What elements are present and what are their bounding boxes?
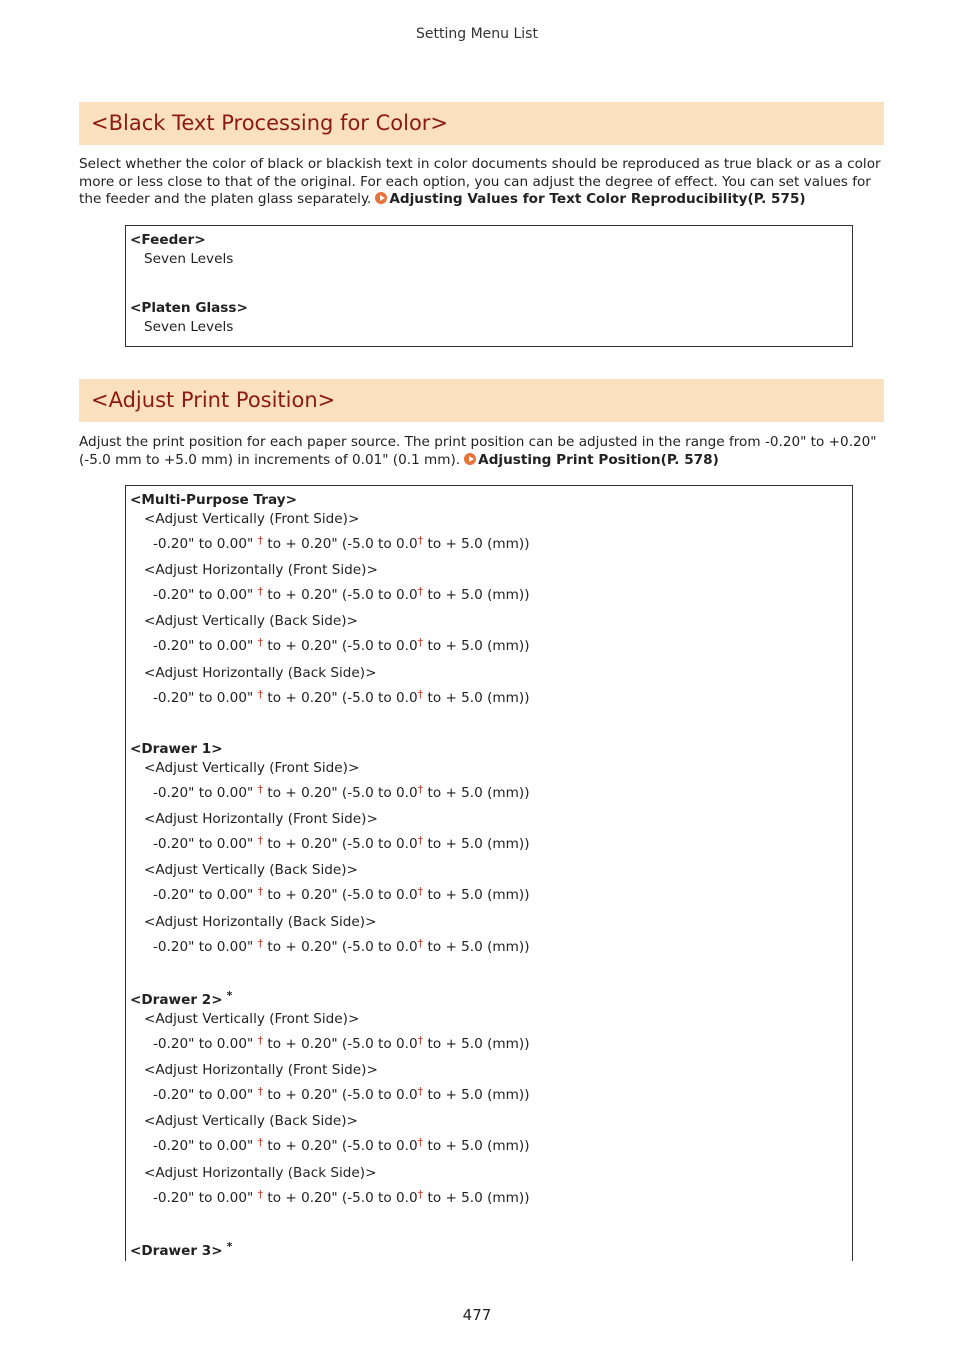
adjust-range-value <box>153 1190 530 1206</box>
range-inch: -0.20" to 0.00" <box>153 785 254 801</box>
adjust-range-value <box>153 939 530 955</box>
optional-marker: * <box>226 989 233 1002</box>
adjust-setting-label: <Adjust Vertically (Front Side)> <box>144 1011 360 1027</box>
paper-source-label <box>130 741 223 757</box>
range-inch: -0.20" to 0.00" <box>153 1138 254 1154</box>
range-mid: to + 0.20" (-5.0 to 0.0 <box>267 887 418 903</box>
platen-glass-label: <Platen Glass> <box>130 300 248 316</box>
adjust-setting-label: <Adjust Horizontally (Front Side)> <box>144 811 378 827</box>
range-mid: to + 0.20" (-5.0 to 0.0 <box>267 587 418 603</box>
section-title-bar <box>79 379 884 422</box>
optional-marker: * <box>226 1240 233 1253</box>
adjust-range-value <box>153 690 530 706</box>
paper-source-name: <Drawer 3> <box>130 1243 223 1259</box>
default-marker: † <box>257 937 264 950</box>
range-mm: to + 5.0 (mm)) <box>427 587 530 603</box>
default-marker: † <box>417 885 424 898</box>
settings-box <box>125 485 853 1261</box>
default-marker: † <box>257 1188 264 1201</box>
default-marker: † <box>417 1034 424 1047</box>
range-inch: -0.20" to 0.00" <box>153 887 254 903</box>
range-inch: -0.20" to 0.00" <box>153 690 254 706</box>
range-inch: -0.20" to 0.00" <box>153 836 254 852</box>
paper-source-label <box>130 989 233 1008</box>
range-mid: to + 0.20" (-5.0 to 0.0 <box>267 1190 418 1206</box>
default-marker: † <box>417 834 424 847</box>
default-marker: † <box>257 1034 264 1047</box>
reference-arrow-icon <box>375 192 387 204</box>
range-mid: to + 0.20" (-5.0 to 0.0 <box>267 536 418 552</box>
adjust-setting-label: <Adjust Horizontally (Back Side)> <box>144 914 377 930</box>
range-inch: -0.20" to 0.00" <box>153 1087 254 1103</box>
paper-source-name: <Drawer 2> <box>130 992 223 1008</box>
range-inch: -0.20" to 0.00" <box>153 1036 254 1052</box>
range-mid: to + 0.20" (-5.0 to 0.0 <box>267 1087 418 1103</box>
adjust-range-value <box>153 638 530 654</box>
adjust-range-value <box>153 1138 530 1154</box>
reference-link[interactable]: Adjusting Print Position(P. 578) <box>478 451 719 468</box>
default-marker: † <box>417 1136 424 1149</box>
adjust-range-value <box>153 587 530 603</box>
page-number: 477 <box>462 1306 492 1324</box>
settings-box <box>125 225 853 347</box>
description-text: Adjust the print position for each paper source. The print position can be adjusted in the range from -0.20" to +0.20" (-5.0 mm to +5.0 mm) in increments of 0.01" (0.1 mm). <box>79 434 877 468</box>
default-marker: † <box>417 636 424 649</box>
paper-source-name: <Multi-Purpose Tray> <box>130 492 298 508</box>
default-marker: † <box>257 834 264 847</box>
range-mm: to + 5.0 (mm)) <box>427 785 530 801</box>
range-mm: to + 5.0 (mm)) <box>427 1087 530 1103</box>
default-marker: † <box>257 534 264 547</box>
default-marker: † <box>257 1085 264 1098</box>
default-marker: † <box>417 783 424 796</box>
range-mid: to + 0.20" (-5.0 to 0.0 <box>267 785 418 801</box>
section-title-bar <box>79 102 884 145</box>
feeder-label: <Feeder> <box>130 232 206 248</box>
default-marker: † <box>417 688 424 701</box>
platen-glass-value: Seven Levels <box>144 319 234 335</box>
section-description <box>79 434 884 469</box>
range-mm: to + 5.0 (mm)) <box>427 638 530 654</box>
range-mid: to + 0.20" (-5.0 to 0.0 <box>267 638 418 654</box>
range-mm: to + 5.0 (mm)) <box>427 1036 530 1052</box>
feeder-value: Seven Levels <box>144 251 234 267</box>
range-inch: -0.20" to 0.00" <box>153 638 254 654</box>
default-marker: † <box>257 585 264 598</box>
range-inch: -0.20" to 0.00" <box>153 939 254 955</box>
default-marker: † <box>417 1085 424 1098</box>
default-marker: † <box>417 585 424 598</box>
paper-source-label <box>130 492 297 508</box>
adjust-range-value <box>153 1036 530 1052</box>
adjust-setting-label: <Adjust Vertically (Back Side)> <box>144 1113 358 1129</box>
adjust-setting-label: <Adjust Vertically (Front Side)> <box>144 760 360 776</box>
adjust-setting-label: <Adjust Horizontally (Back Side)> <box>144 665 377 681</box>
range-mm: to + 5.0 (mm)) <box>427 939 530 955</box>
range-mm: to + 5.0 (mm)) <box>427 887 530 903</box>
range-mm: to + 5.0 (mm)) <box>427 1190 530 1206</box>
paper-source-label <box>130 1240 233 1259</box>
adjust-range-value <box>153 785 530 801</box>
range-mid: to + 0.20" (-5.0 to 0.0 <box>267 1036 418 1052</box>
default-marker: † <box>257 783 264 796</box>
default-marker: † <box>257 1136 264 1149</box>
default-marker: † <box>257 636 264 649</box>
default-marker: † <box>257 885 264 898</box>
default-marker: † <box>257 688 264 701</box>
adjust-setting-label: <Adjust Vertically (Back Side)> <box>144 862 358 878</box>
adjust-range-value <box>153 536 530 552</box>
adjust-setting-label: <Adjust Vertically (Back Side)> <box>144 613 358 629</box>
adjust-setting-label: <Adjust Horizontally (Front Side)> <box>144 562 378 578</box>
adjust-range-value <box>153 887 530 903</box>
description-text: Select whether the color of black or blackish text in color documents should be reproduced as true black or as a color more or less close to that of the original. For each option, you can adjust the degree of effect. You can set values for the feeder and the platen glass separately. <box>79 156 881 207</box>
default-marker: † <box>417 1188 424 1201</box>
paper-source-name: <Drawer 1> <box>130 741 223 757</box>
adjust-setting-label: <Adjust Horizontally (Front Side)> <box>144 1062 378 1078</box>
range-mid: to + 0.20" (-5.0 to 0.0 <box>267 836 418 852</box>
reference-link[interactable]: Adjusting Values for Text Color Reproducibility(P. 575) <box>389 191 806 207</box>
default-marker: † <box>417 534 424 547</box>
range-mm: to + 5.0 (mm)) <box>427 536 530 552</box>
section-title: <Adjust Print Position> <box>91 388 336 412</box>
range-inch: -0.20" to 0.00" <box>153 1190 254 1206</box>
range-mid: to + 0.20" (-5.0 to 0.0 <box>267 939 418 955</box>
adjust-setting-label: <Adjust Horizontally (Back Side)> <box>144 1165 377 1181</box>
reference-arrow-icon <box>464 453 476 465</box>
adjust-range-value <box>153 836 530 852</box>
range-inch: -0.20" to 0.00" <box>153 587 254 603</box>
range-mid: to + 0.20" (-5.0 to 0.0 <box>267 1138 418 1154</box>
section-description <box>79 156 884 209</box>
adjust-range-value <box>153 1087 530 1103</box>
running-header: Setting Menu List <box>416 26 538 42</box>
default-marker: † <box>417 937 424 950</box>
range-mid: to + 0.20" (-5.0 to 0.0 <box>267 690 418 706</box>
range-mm: to + 5.0 (mm)) <box>427 690 530 706</box>
section-title: <Black Text Processing for Color> <box>91 111 449 135</box>
range-inch: -0.20" to 0.00" <box>153 536 254 552</box>
range-mm: to + 5.0 (mm)) <box>427 1138 530 1154</box>
adjust-setting-label: <Adjust Vertically (Front Side)> <box>144 511 360 527</box>
range-mm: to + 5.0 (mm)) <box>427 836 530 852</box>
